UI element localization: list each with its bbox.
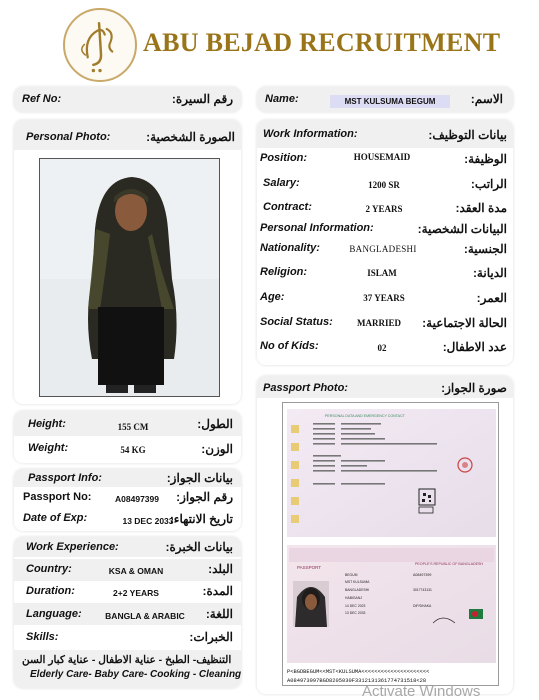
personal-photo xyxy=(39,158,220,397)
passport-info-card xyxy=(14,469,241,531)
social-status-label-ar: الحالة الاجتماعية: xyxy=(422,316,507,330)
age-label-ar: العمر: xyxy=(476,291,507,305)
passport-scan xyxy=(282,402,499,686)
nationality-label-ar: الجنسية: xyxy=(463,242,507,256)
salary-label-ar: الراتب: xyxy=(470,177,507,191)
personal-info-label-en: Personal Information: xyxy=(260,222,374,234)
height-label-en: Height: xyxy=(28,418,66,430)
experience-label-en: Work Experience: xyxy=(26,541,119,553)
ref-number-bar xyxy=(14,87,241,112)
country-label-en: Country: xyxy=(26,563,72,575)
country-value: KSA & OMAN xyxy=(108,566,164,576)
skills-value-en: Elderly Care- Baby Care- Cooking - Cleaning xyxy=(30,669,242,680)
experience-label-ar: بيانات الخبرة: xyxy=(165,540,233,554)
passport-personal-number: 3017743131 xyxy=(413,588,432,592)
os-activation-watermark: Activate Windows xyxy=(362,683,481,700)
position-value: HOUSEMAID xyxy=(353,152,411,162)
religion-value: ISLAM xyxy=(367,268,397,278)
position-label-ar: الوظيفة: xyxy=(464,152,507,166)
skills-value-ar: التنظيف- الطبخ - عناية الاطفال - عناية كبار السن xyxy=(22,654,232,666)
passport-nationality: BANGLADESHI xyxy=(345,588,370,592)
kids-label-en: No of Kids: xyxy=(260,340,319,352)
skills-label-ar: الخبرات: xyxy=(189,630,233,644)
passport-district: HABIGANJ xyxy=(345,596,362,600)
work-info-label-en: Work Information: xyxy=(263,128,358,140)
religion-label-ar: الديانة: xyxy=(472,266,507,280)
weight-label-en: Weight: xyxy=(28,442,69,454)
passport-number-print: A08497399 xyxy=(413,573,432,577)
duration-value: 2+2 YEARS xyxy=(113,588,159,598)
expiry-value: 13 DEC 2033 xyxy=(122,516,174,526)
salary-label-en: Salary: xyxy=(263,177,300,189)
logo-mark xyxy=(65,10,135,80)
kids-label-ar: عدد الاطفال: xyxy=(442,340,507,354)
passport-issuing-authority: DIP/DHAKA xyxy=(413,604,432,608)
calligraphy-emblem-icon xyxy=(63,8,137,82)
name-label-en: Name: xyxy=(265,93,299,105)
brand-name: ABU BEJAD RECRUITMENT xyxy=(143,28,501,57)
weight-value: 54 KG xyxy=(120,445,146,455)
social-status-value: MARRIED xyxy=(357,318,401,328)
passport-no-label-ar: رقم الجواز: xyxy=(176,490,233,504)
passport-section-title: PERSONAL DATA AND EMERGENCY CONTACT xyxy=(325,414,405,418)
social-status-label-en: Social Status: xyxy=(260,316,333,328)
passport-surname: BEGUM xyxy=(345,573,358,577)
personal-photo-label-en: Personal Photo: xyxy=(26,131,111,143)
passport-photo-label-ar: صورة الجواز: xyxy=(441,381,507,395)
religion-label-en: Religion: xyxy=(260,266,308,278)
portrait-image xyxy=(40,159,220,397)
passport-no-label-en: Passport No: xyxy=(23,491,92,503)
work-experience-card xyxy=(14,537,241,688)
contract-label-en: Contract: xyxy=(263,201,312,213)
duration-label-en: Duration: xyxy=(26,585,75,597)
weight-label-ar: الوزن: xyxy=(201,442,233,456)
ref-label-en: Ref No: xyxy=(22,93,62,105)
name-label-ar: الاسم: xyxy=(470,92,503,106)
age-value: 37 YEARS xyxy=(363,293,405,303)
nationality-label-en: Nationality: xyxy=(260,242,320,254)
work-info-label-ar: بيانات التوظيف: xyxy=(428,128,507,142)
contract-label-ar: مدة العقد: xyxy=(455,201,507,215)
country-label-ar: البلد: xyxy=(208,562,233,576)
kids-value: 02 xyxy=(377,343,387,353)
language-label-ar: اللغة: xyxy=(205,607,233,621)
passport-given-name: MST KULSUMA xyxy=(345,580,370,584)
contract-value: 2 YEARS xyxy=(365,204,403,214)
passport-no-value: A08497399 xyxy=(115,494,159,504)
passport-expiry-date: 13 DEC 2033 xyxy=(345,611,366,615)
personal-photo-label-ar: الصورة الشخصية: xyxy=(146,130,235,144)
duration-label-ar: المدة: xyxy=(202,584,233,598)
passport-info-label-en: Passport Info: xyxy=(28,472,102,484)
mrz-line-1: P<BGDBEGUM<<MST<KULSUMA<<<<<<<<<<<<<<<<<<<<< xyxy=(287,669,430,675)
name-value: MST KULSUMA BEGUM xyxy=(330,95,450,108)
height-weight-card xyxy=(14,411,241,463)
passport-page-title: PEOPLE'S REPUBLIC OF BANGLADESH xyxy=(415,562,483,566)
language-value: BANGLA & ARABIC xyxy=(105,611,185,621)
work-personal-info-card xyxy=(257,120,513,365)
position-label-en: Position: xyxy=(260,152,308,164)
age-label-en: Age: xyxy=(260,291,285,303)
passport-photo-label-en: Passport Photo: xyxy=(263,382,348,394)
personal-info-label-ar: البيانات الشخصية: xyxy=(417,222,507,236)
passport-scan-image xyxy=(283,403,499,686)
salary-value: 1200 SR xyxy=(368,180,400,190)
height-label-ar: الطول: xyxy=(197,417,233,431)
language-label-en: Language: xyxy=(26,608,82,620)
expiry-label-ar: تاريخ الانتهاء: xyxy=(169,512,233,526)
skills-label-en: Skills: xyxy=(26,631,59,643)
passport-info-label-ar: بيانات الجواز: xyxy=(166,471,233,485)
passport-issue-date: 14 DEC 2023 xyxy=(345,604,366,608)
ref-label-ar: رقم السيرة: xyxy=(171,92,233,106)
passport-doc-label: PASSPORT xyxy=(297,565,322,570)
nationality-value: BANGLADESHI xyxy=(349,244,417,254)
height-value: 155 CM xyxy=(117,422,149,432)
expiry-label-en: Date of Exp: xyxy=(23,512,88,524)
page-header xyxy=(0,0,539,88)
mrz-line-2: A084973997BGD8205030F3312131361774731518<28 xyxy=(287,678,427,684)
